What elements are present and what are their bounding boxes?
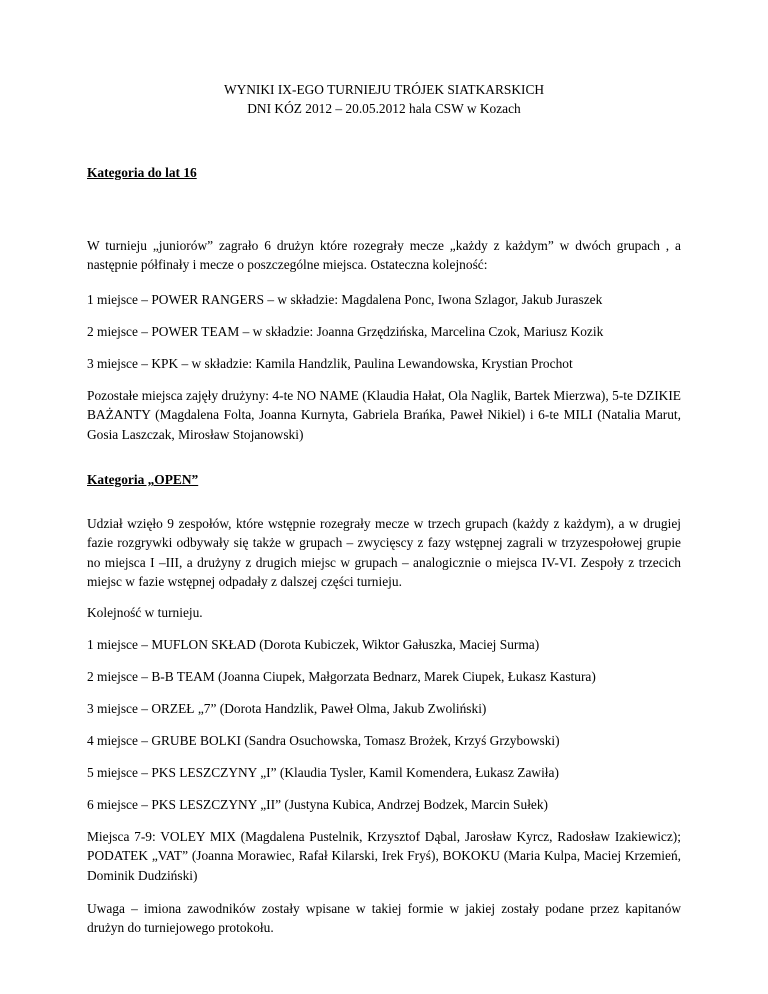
open-place-5: 5 miejsce – PKS LESZCZYNY „I” (Klaudia Tysler, Kamil Komendera, Łukasz Zawiła) (87, 765, 559, 780)
open-place-6: 6 miejsce – PKS LESZCZYNY „II” (Justyna Kubica, Andrzej Bodzek, Marcin Sułek) (87, 797, 549, 812)
junior-category-heading: Kategoria do lat 16 (87, 165, 197, 180)
open-intro-paragraph: Udział wzięło 9 zespołów, które wstępnie rozegrały mecze w trzech grupach (każdy z każdym), a w drugiej fazie rozgrywki odbywały się także w grupach – zwycięscy z fazy wstępnej zagrali w trzyzespołowej grupie no miejsca I –III, a drużyny z drugich miejsc w grupach – analogicznie o miejsca IV-VI. Zespoły z trzecich miejsc w fazie wstępnej odpadały z dalszej części turnieju. (87, 516, 681, 589)
junior-other-places-paragraph: Pozostałe miejsca zajęły drużyny: 4-te NO NAME (Klaudia Hałat, Ola Naglik, Bartek Mierzwa), 5-te DZIKIE BAŻANTY (Magdalena Folta, Joanna Kurnyta, Gabriela Brańka, Paweł Nikiel) i 6-te MILI (Natalia Marut, Gosia Laszczak, Mirosław Stojanowski) (87, 388, 681, 442)
note-paragraph: Uwaga – imiona zawodników zostały wpisane w takiej formie w jakiej zostały podane przez kapitanów drużyn do turniejowego protokołu. (87, 901, 681, 936)
junior-place-2: 2 miejsce – POWER TEAM – w składzie: Joanna Grzędzińska, Marcelina Czok, Mariusz Kozik (87, 324, 604, 339)
junior-place-3: 3 miejsce – KPK – w składzie: Kamila Handzlik, Paulina Lewandowska, Krystian Prochot (87, 356, 573, 371)
open-place-1: 1 miejsce – MUFLON SKŁAD (Dorota Kubiczek, Wiktor Gałuszka, Maciej Surma) (87, 637, 540, 652)
open-order-label: Kolejność w turnieju. (87, 605, 203, 620)
open-place-3: 3 miejsce – ORZEŁ „7” (Dorota Handzlik, Paweł Olma, Jakub Zwoliński) (87, 701, 487, 716)
open-place-2: 2 miejsce – B-B TEAM (Joanna Ciupek, Małgorzata Bednarz, Marek Ciupek, Łukasz Kastura) (87, 669, 596, 684)
open-category-heading: Kategoria „OPEN” (87, 472, 199, 487)
title-line-2: DNI KÓZ 2012 – 20.05.2012 hala CSW w Kozach (247, 101, 521, 116)
junior-place-1: 1 miejsce – POWER RANGERS – w składzie: Magdalena Ponc, Iwona Szlagor, Jakub Juraszek (87, 292, 603, 307)
open-place-4: 4 miejsce – GRUBE BOLKI (Sandra Osuchowska, Tomasz Brożek, Krzyś Grzybowski) (87, 733, 560, 748)
junior-intro-paragraph: W turnieju „juniorów” zagrało 6 drużyn które rozegrały mecze „każdy z każdym” w dwóch grupach , a następnie półfinały i mecze o poszczególne miejsca. Ostateczna kolejność: (87, 238, 681, 273)
open-places-7-9-paragraph: Miejsca 7-9: VOLEY MIX (Magdalena Pustelnik, Krzysztof Dąbal, Jarosław Kyrcz, Radosław Izakiewicz); PODATEK „VAT” (Joanna Morawiec, Rafał Kilarski, Irek Fryś), BOKOKU (Maria Kulpa, Maciej Krzemień, Dominik Dudziński) (87, 829, 681, 883)
title-line-1: WYNIKI IX-EGO TURNIEJU TRÓJEK SIATKARSKICH (223, 82, 545, 97)
document-title (0, 80, 768, 118)
